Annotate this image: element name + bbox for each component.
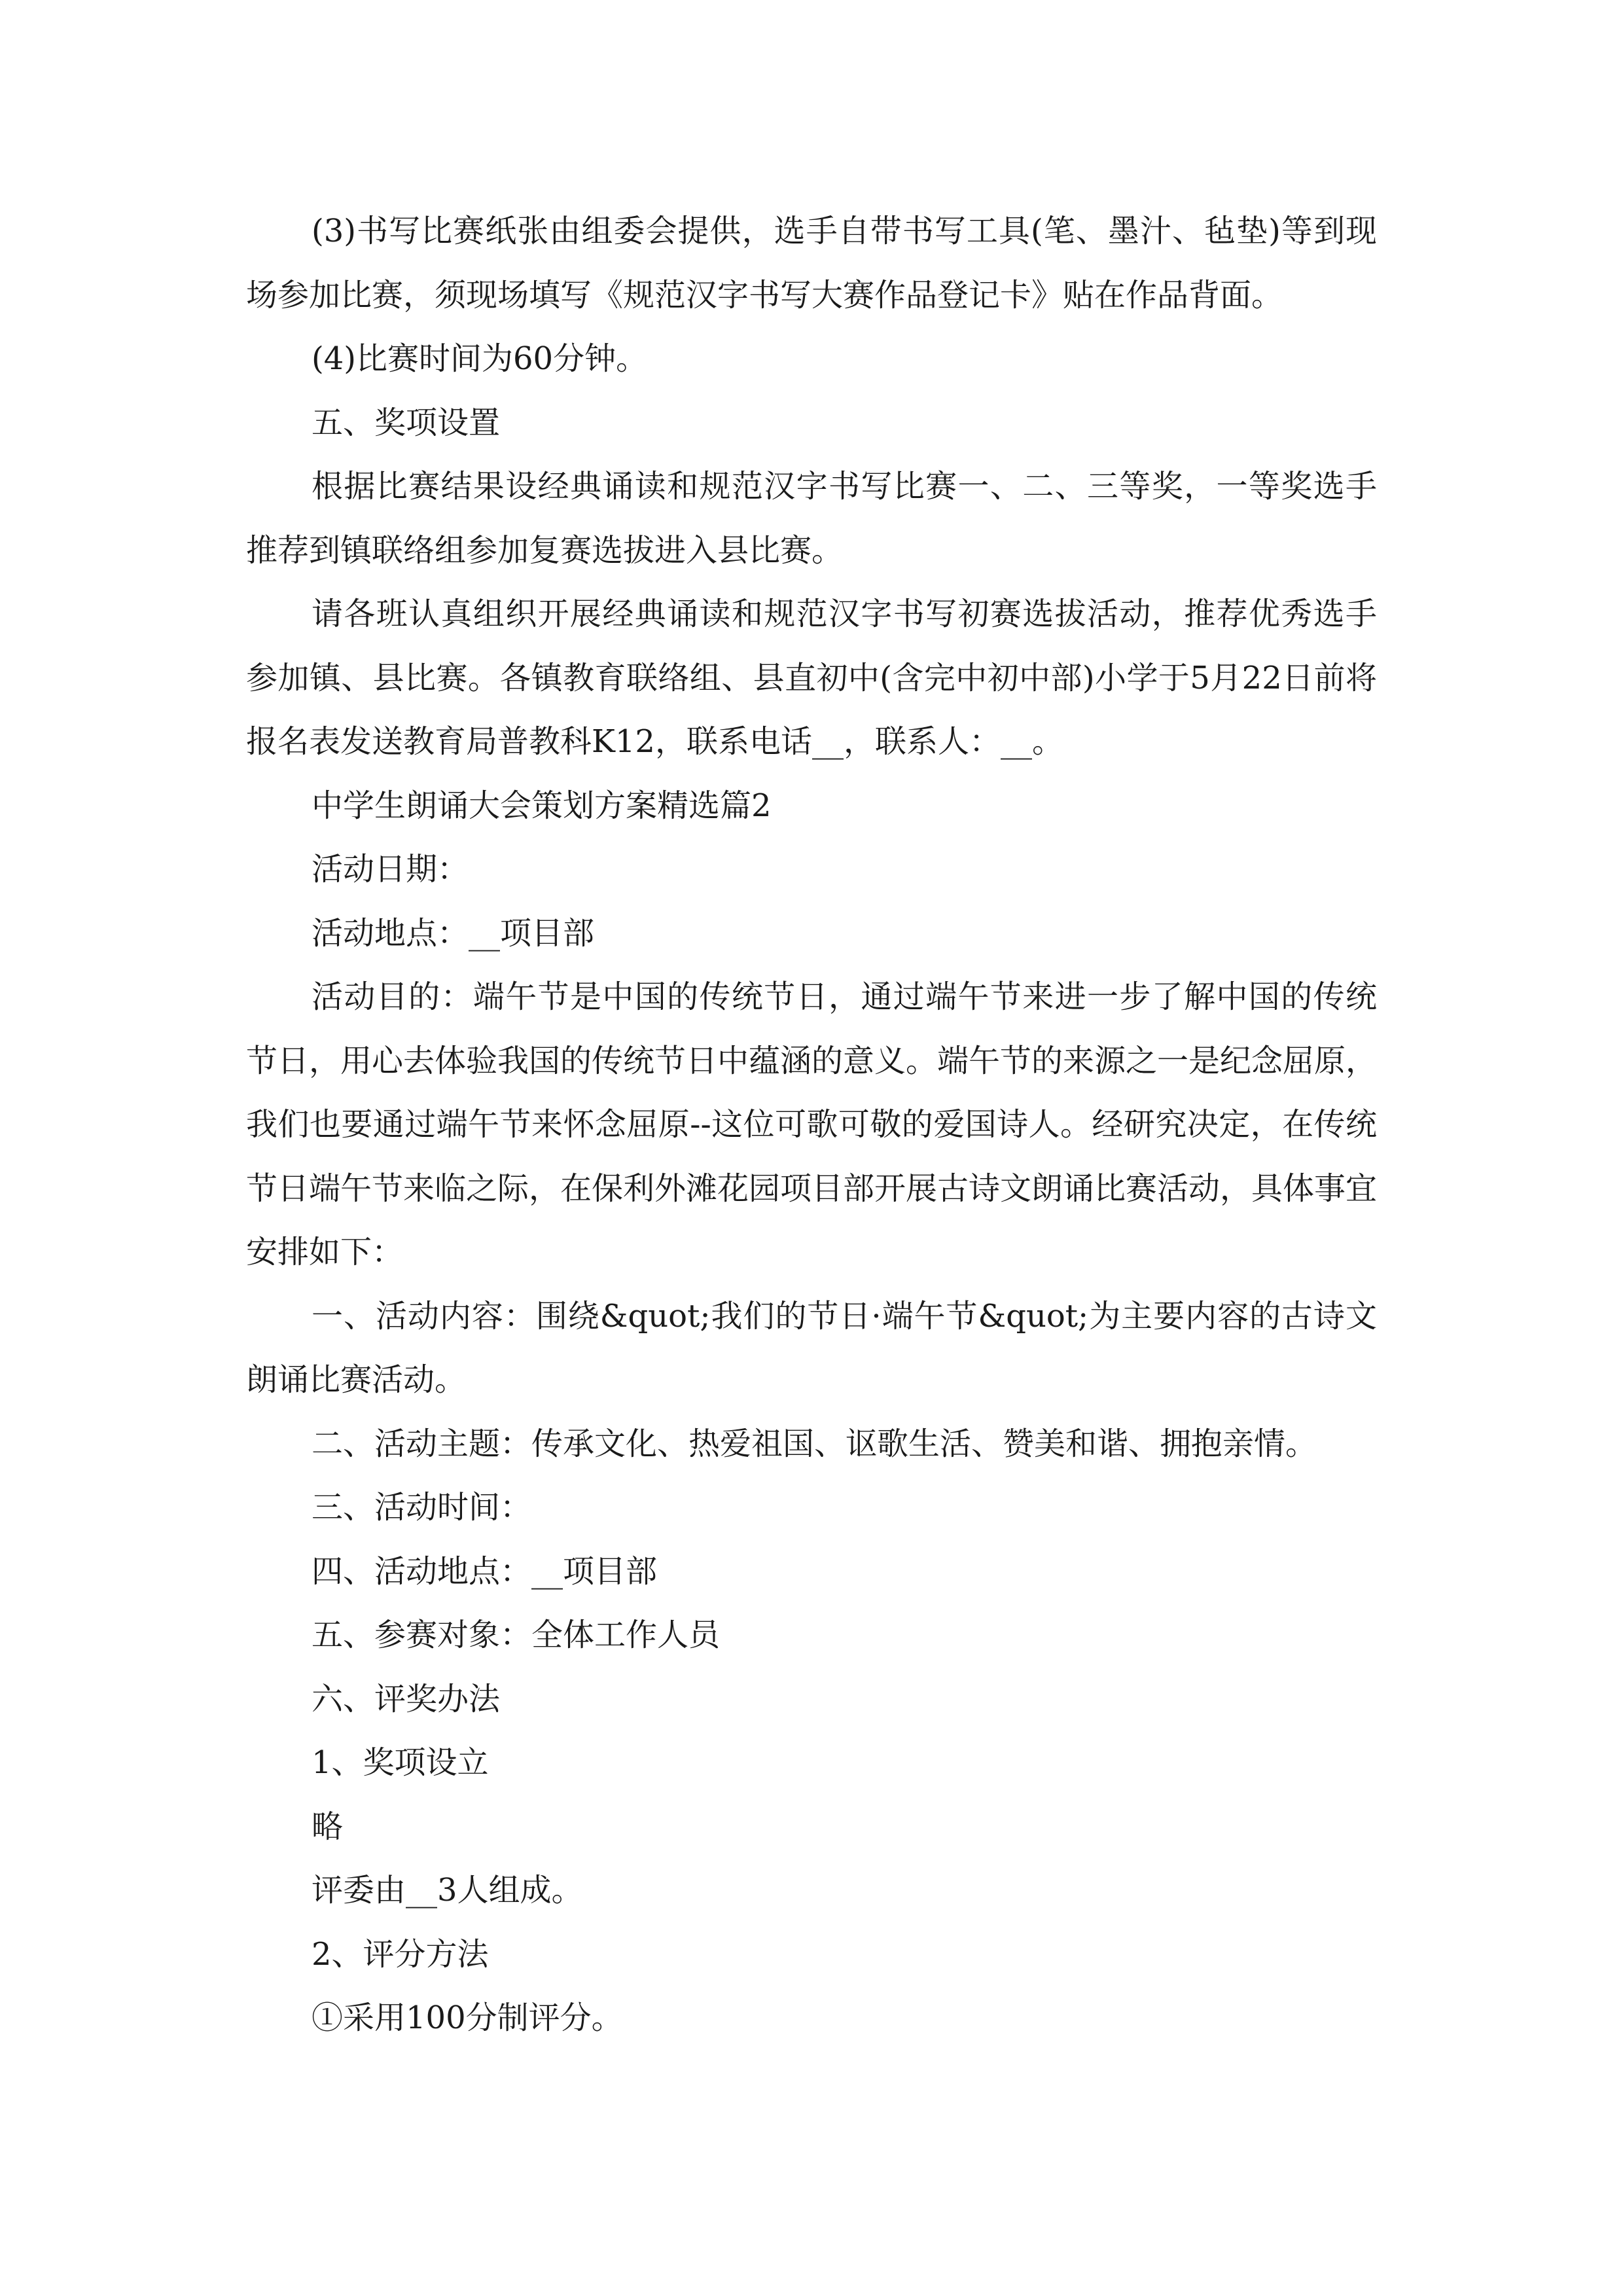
subheading-award-setup: 1、奖项设立 [312,1744,489,1781]
judges-composition: 评委由__3人组成。 [312,1872,583,1909]
section-heading-awards: 五、奖项设置 [312,404,501,441]
activity-theme: 二、活动主题：传承文化、热爱祖国、讴歌生活、赞美和谐、拥抱亲情。 [312,1425,1317,1462]
paragraph-competition-duration: (4)比赛时间为60分钟。 [312,340,648,377]
paragraph-writing-materials: (3)书写比赛纸张由组委会提供，选手自带书写工具(笔、墨汁、毡垫)等到现场参加比赛，须现场填写《规范汉字书写大赛作品登记卡》贴在作品背面。 [246,213,1377,314]
activity-date: 活动日期： [312,851,469,888]
scoring-rule-1: ①采用100分制评分。 [312,2000,623,2036]
activity-purpose: 活动目的：端午节是中国的传统节日，通过端午节来进一步了解中国的传统节日，用心去体验我国的传统节日中蕴涵的意义。端午节的来源之一是纪念屈原，我们也要通过端午节来怀念屈原--这位可歌可敬的爱国诗人。经研究决定，在传统节日端午节来临之际，在保利外滩花园项目部开展古诗文朗诵比赛活动，具体事宜安排如下： [246,978,1378,1270]
paragraph-awards-description: 根据比赛结果设经典诵读和规范汉字书写比赛一、二、三等奖，一等奖选手推荐到镇联络组参加复赛选拔进入县比赛。 [246,468,1377,569]
document-body [246,200,1377,2051]
section-heading-judging: 六、评奖办法 [312,1680,501,1717]
participants: 五、参赛对象：全体工作人员 [312,1617,721,1653]
activity-venue: 四、活动地点：__项目部 [312,1552,658,1590]
activity-location: 活动地点：__项目部 [312,914,595,952]
award-setup-omitted: 略 [312,1808,344,1845]
activity-content: 一、活动内容：围绕&quot;我们的节日·端午节&quot;为主要内容的古诗文朗诵比赛活动。 [246,1297,1377,1398]
article-title-part-2: 中学生朗诵大会策划方案精选篇2 [312,787,772,824]
paragraph-registration-notice: 请各班认真组织开展经典诵读和规范汉字书写初赛选拔活动，推荐优秀选手参加镇、县比赛。各镇教育联络组、县直初中(含完中初中部)小学于5月22日前将报名表发送教育局普教科K12，联系电话__，联系人：__。 [246,596,1377,760]
subheading-scoring-method: 2、评分方法 [312,1935,489,1973]
activity-time: 三、活动时间： [312,1489,532,1526]
